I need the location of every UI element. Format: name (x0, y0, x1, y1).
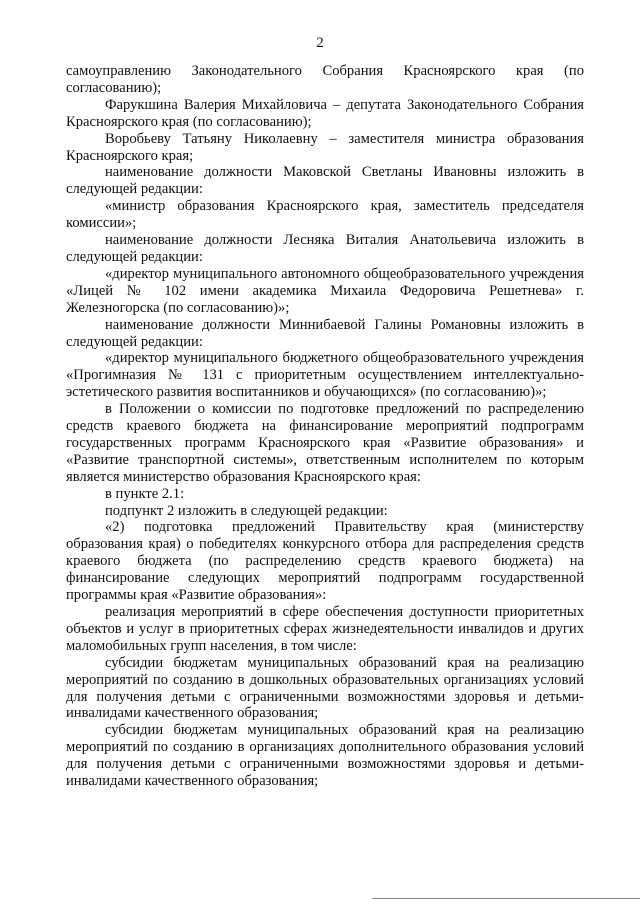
paragraph: наименование должности Миннибаевой Галины Романовны изложить в следующей редакции: (66, 316, 584, 350)
page-number: 2 (316, 35, 324, 51)
paragraph: реализация мероприятий в сфере обеспечения доступности приоритетных объектов и услуг в приоритетных сферах жизнедеятельности инвалидов и других маломобильных групп населения, в том числе: (66, 604, 584, 654)
paragraph: Фарукшина Валерия Михайловича – депутата Законодательного Собрания Красноярского края (по согласованию); (66, 96, 584, 130)
paragraph: в пункте 2.1: (105, 485, 185, 502)
document-body (66, 63, 584, 790)
paragraph: Воробьеву Татьяну Николаевну – заместителя министра образования Красноярского края; (66, 130, 584, 164)
paragraph: субсидии бюджетам муниципальных образований края на реализацию мероприятий по созданию в дошкольных образовательных организациях условий для получения детьми с ограниченными возможностями здоровья и детьми-инвалидами качественного образования; (66, 654, 584, 722)
paragraph: в Положении о комиссии по подготовке предложений по распределению средств краевого бюджета на финансирование мероприятий подпрограмм государственных программ Красноярского края «Развитие образования» и «Развитие транспортной системы», ответственным исполнителем по которым является министерство образования Красноярского края: (66, 401, 584, 485)
paragraph: «2) подготовка предложений Правительству края (министерству образования края) о победителях конкурсного отбора для распределения средств краевого бюджета (по распределению средств краевого бюджета) на финансирование следующих мероприятий подпрограмм государственной программы края «Развитие образования»: (66, 519, 584, 604)
paragraph: наименование должности Маковской Светланы Ивановны изложить в следующей редакции: (66, 164, 584, 198)
paragraph: подпункт 2 изложить в следующей редакции: (105, 502, 388, 519)
paragraph: «директор муниципального бюджетного общеобразовательного учреждения «Прогимназия № 131 с приоритетным осуществлением интеллектуально-эстетического развития воспитанников и обучающихся» (по согласованию)»; (66, 350, 584, 401)
paragraph: «министр образования Красноярского края, заместитель председателя комиссии»; (66, 198, 584, 232)
paragraph: «директор муниципального автономного общеобразовательного учреждения «Лицей № 102 имени академика Михаила Федоровича Решетнева» г. Железногорска (по согласованию)»; (66, 265, 584, 316)
scan-edge-line (372, 898, 640, 899)
paragraph: самоуправлению Законодательного Собрания Красноярского края (по согласованию); (66, 63, 584, 96)
paragraph: субсидии бюджетам муниципальных образований края на реализацию мероприятий по созданию в организациях дополнительного образования условий для получения детьми с ограниченными возможностями здоровья и детьми-инвалидами качественного образования; (66, 722, 584, 790)
paragraph: наименование должности Лесняка Виталия Анатольевича изложить в следующей редакции: (66, 232, 584, 265)
